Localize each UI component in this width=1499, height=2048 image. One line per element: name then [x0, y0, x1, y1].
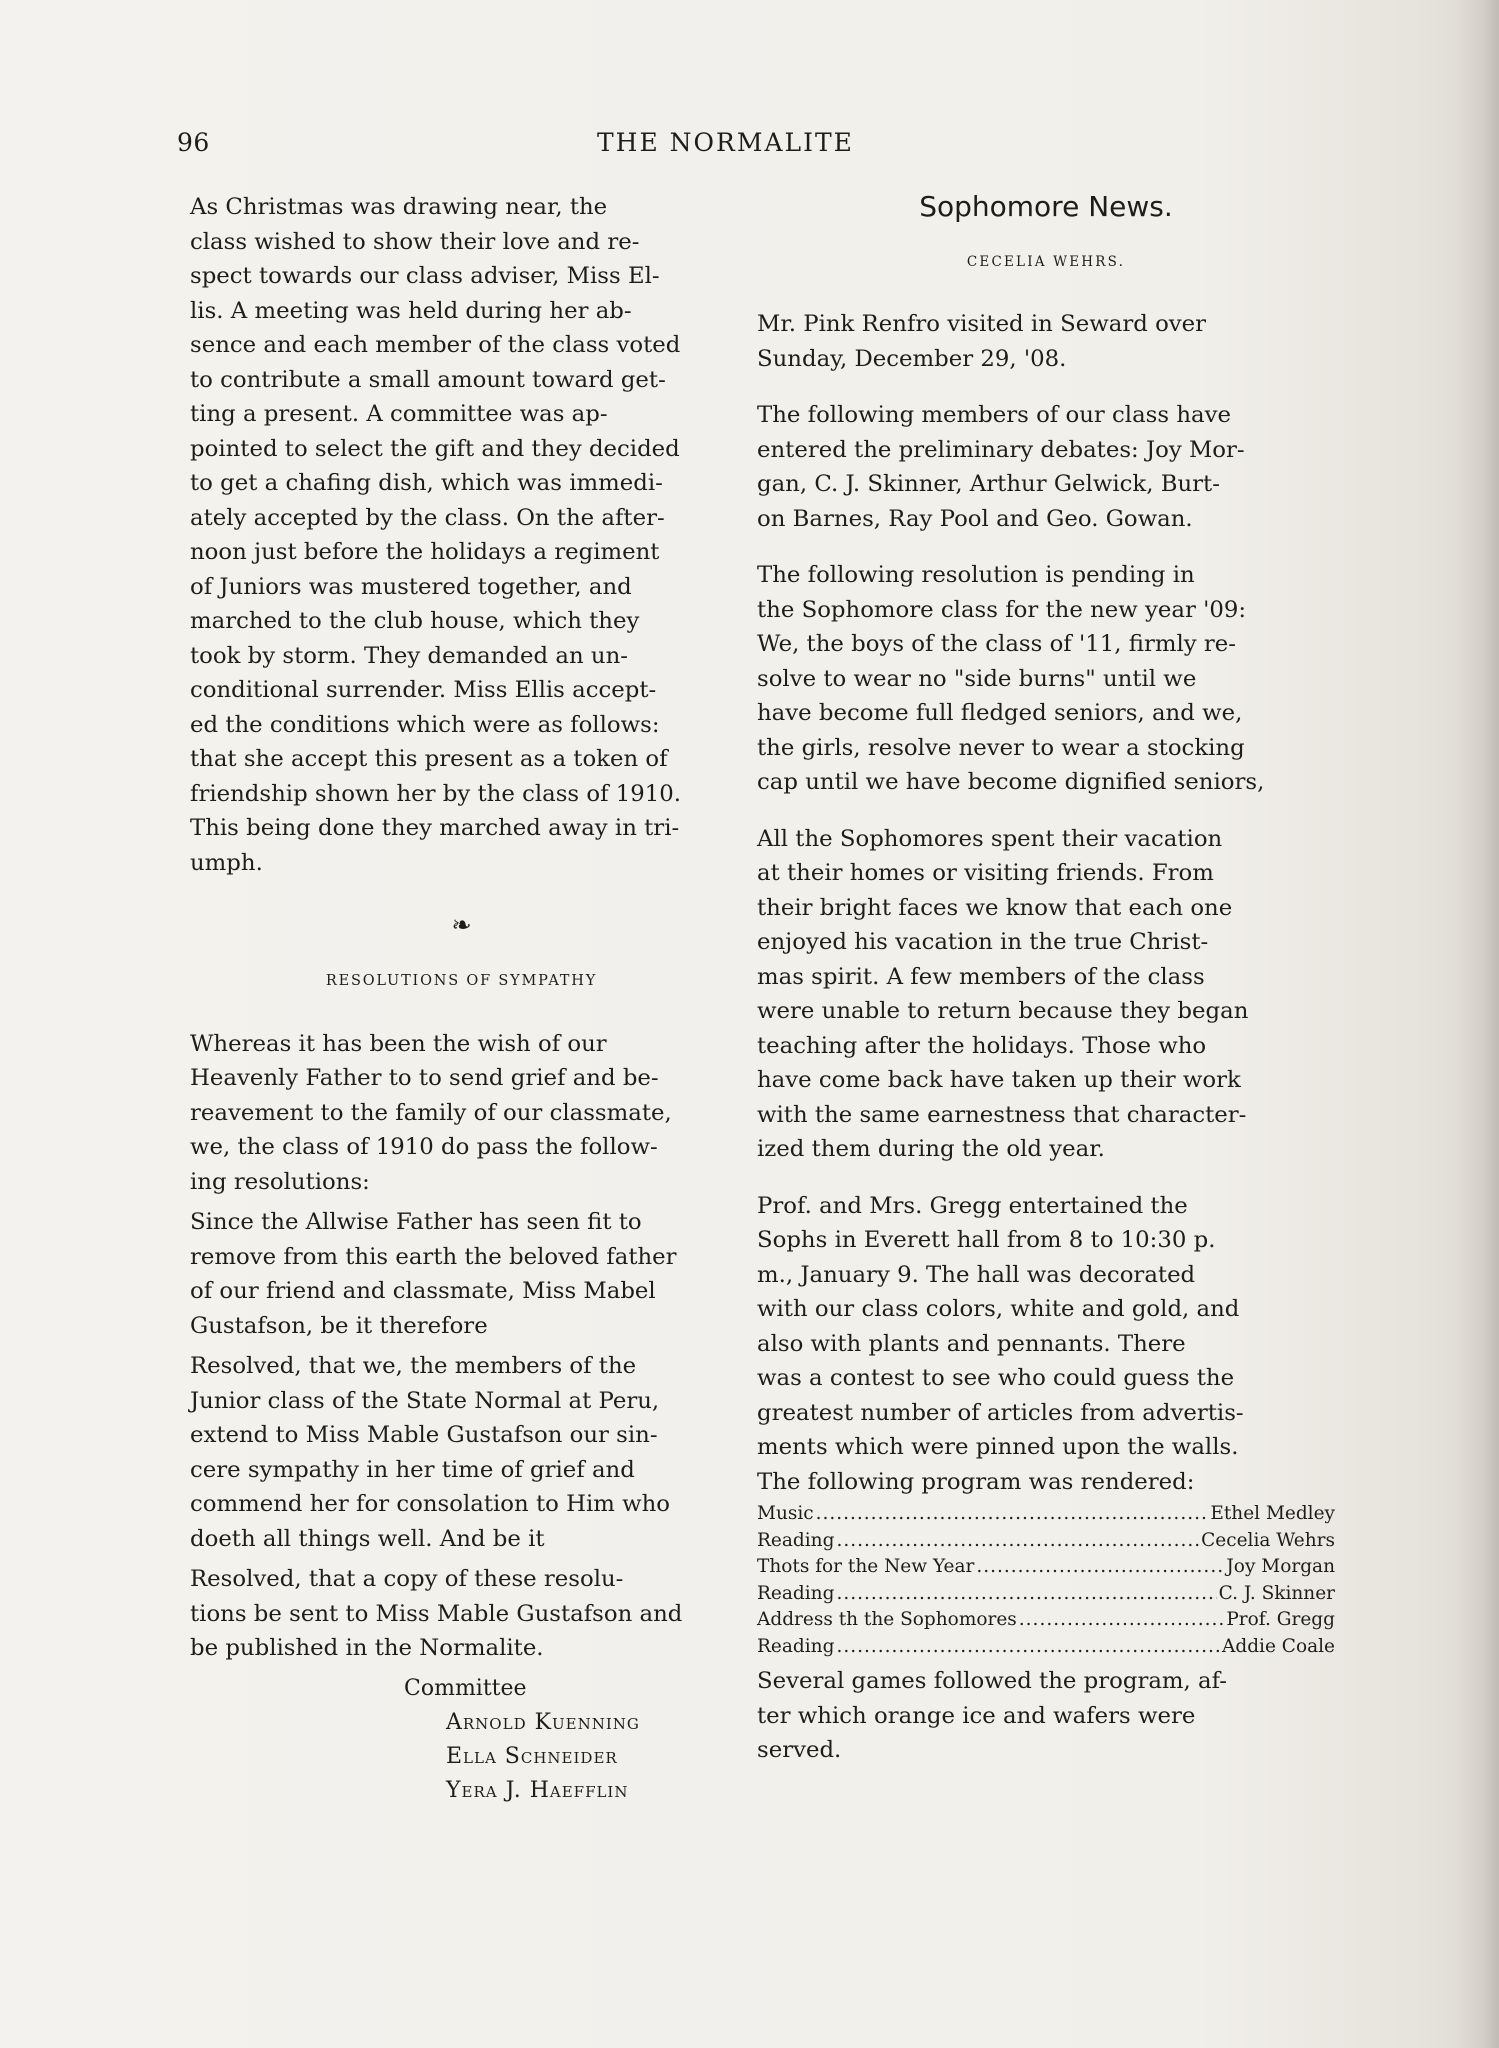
page-number: 96: [177, 128, 210, 157]
program-performer: Addie Coale: [1222, 1635, 1335, 1657]
paragraph-gap: [757, 376, 1335, 398]
committee-member: Ella Schneider: [446, 1743, 618, 1769]
news-paragraph: The following resolution is pending in the Sophomore class for the new year '09: We, the boys of the class of '11, firmly re- solve to wear no "side burns" until we have become full fledged seniors, and we, the girls, resolve never to wear a stocking cap until we have become dignified seniors,: [757, 562, 1265, 795]
journal-title: THE NORMALITE: [597, 128, 854, 157]
program-performer: Ethel Medley: [1210, 1503, 1335, 1524]
news-paragraph: Mr. Pink Renfro visited in Seward over Sunday, December 29, '08.: [757, 311, 1207, 372]
ornament-icon: ❧: [451, 911, 472, 939]
program-performer: Joy Morgan: [1226, 1556, 1335, 1577]
byline: CECELIA WEHRS.: [966, 253, 1126, 270]
program-row: [757, 1607, 1335, 1634]
right-column: [757, 190, 1335, 1768]
news-paragraph: The following members of our class have entered the preliminary debates: Joy Mor- gan, C. J. Skinner, Arthur Gelwick, Burt- on Barnes, Ray Pool and Geo. Gowan.: [757, 402, 1245, 532]
section-title: Sophomore News.: [919, 190, 1173, 223]
paragraph-gap: [757, 1167, 1335, 1189]
program-item: Thots for the New Year: [757, 1556, 975, 1577]
resolution-paragraph: Resolved, that a copy of these resolu- tions be sent to Miss Mable Gustafson and be published in the Normalite.: [190, 1566, 683, 1661]
program-row: [757, 1528, 1335, 1555]
program-performer: Cecelia Wehrs: [1201, 1529, 1335, 1551]
paragraph-gap: [757, 800, 1335, 822]
page-header: [177, 128, 1337, 168]
program-performer: Prof. Gregg: [1226, 1609, 1335, 1630]
dot-leader: [836, 1528, 1199, 1555]
resolutions-heading: RESOLUTIONS OF SYMPATHY: [325, 973, 598, 989]
resolution-paragraph: Resolved, that we, the members of the Junior class of the State Normal at Peru, extend to Miss Mable Gustafson our sin- cere sympathy in her time of grief and commend her for consolation to Him who doeth all things well. And be it: [190, 1353, 671, 1552]
program-row: [757, 1634, 1335, 1661]
dot-leader: [836, 1581, 1216, 1608]
resolution-paragraph: Since the Allwise Father has seen fit to remove from this earth the beloved father of our friend and classmate, Miss Mabel Gustafson, be it therefore: [190, 1209, 677, 1339]
resolution-paragraph: Whereas it has been the wish of our Heavenly Father to to send grief and be- reavement to the family of our classmate, we, the class of 1910 do pass the follow- ing resolutions:: [190, 1030, 672, 1195]
news-paragraph: Prof. and Mrs. Gregg entertained the Sophs in Everett hall from 8 to 10:30 p. m., January 9. The hall was decorated with our class colors, white and gold, and also with plants and pennants. There was a contest to see who could guess the greatest number of articles from advertis- ments which were pinned upon the walls. The following program was rendered:: [757, 1192, 1244, 1495]
dot-leader: [816, 1501, 1209, 1528]
news-paragraph: All the Sophomores spent their vacation at their homes or visiting friends. From their bright faces we know that each one enjoyed his vacation in the true Christ- mas spirit. A few members of the class were unable to return because they began teaching after the holidays. Those who have come back have taken up their work with the same earnestness that character- ized them during the old year.: [757, 825, 1249, 1162]
program-list: [757, 1501, 1335, 1660]
closing-paragraph: Several games followed the program, af- ter which orange ice and wafers were served.: [757, 1668, 1227, 1763]
program-item: Music: [757, 1503, 814, 1524]
dot-leader: [836, 1634, 1220, 1661]
program-item: Reading: [757, 1635, 835, 1657]
committee-member: Yera J. Haefflin: [446, 1777, 629, 1803]
dot-leader: [1019, 1607, 1225, 1634]
program-item: Address th the Sophomores: [757, 1609, 1017, 1630]
committee-signature: [404, 1672, 733, 1808]
dot-leader: [976, 1554, 1224, 1581]
committee-label: Committee: [404, 1675, 527, 1701]
paragraph-gap: [757, 536, 1335, 558]
program-item: Reading: [757, 1529, 835, 1551]
program-row: [757, 1501, 1335, 1528]
class-gift-paragraph: As Christmas was drawing near, the class wished to show their love and re- spect towards our class adviser, Miss El- lis. A meeting was held during her ab- sence and each member of the class voted to contribute a small amount toward get- ting a present. A committee was ap- pointed to select the gift and they decided to get a chafing dish, which was immedi- ately accepted by the class. On the after- noon just before the holidays a regiment of Juniors was mustered together, and marched to the club house, which they took by storm. They demanded an un- conditional surrender. Miss Ellis accept- ed the conditions which were as follows: that she accept this present as a token of friendship shown her by the class of 1910. This being done they marched away in tri- umph.: [190, 194, 682, 876]
program-item: Reading: [757, 1582, 835, 1604]
program-row: [757, 1581, 1335, 1608]
left-column: [190, 190, 733, 1808]
program-performer: C. J. Skinner: [1218, 1582, 1335, 1604]
committee-member: Arnold Kuenning: [446, 1709, 640, 1735]
page-edge-shadow: [1459, 0, 1499, 2048]
program-row: [757, 1554, 1335, 1581]
